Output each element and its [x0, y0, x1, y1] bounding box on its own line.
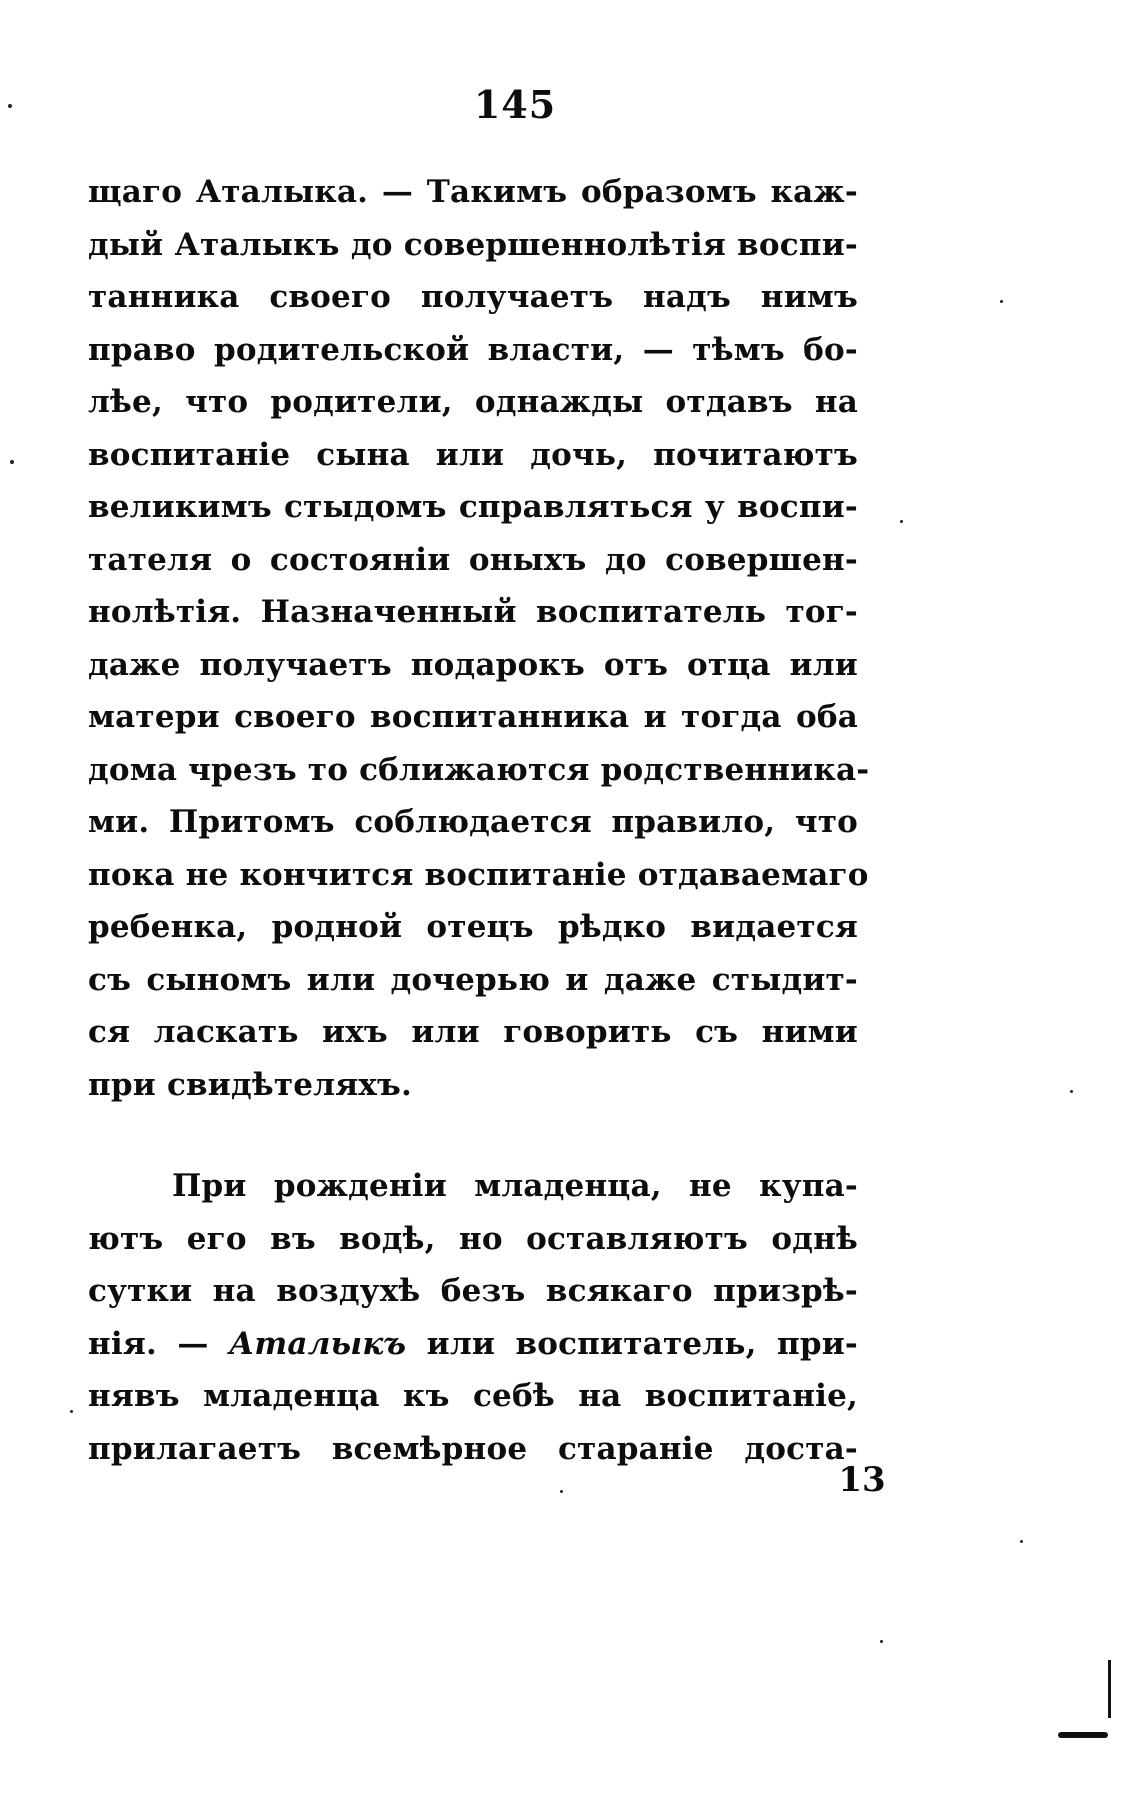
scan-speck	[1000, 300, 1003, 303]
scan-speck	[880, 1640, 883, 1643]
text-line: прилагаетъ всемѣрное стараніе доста-	[88, 1430, 858, 1467]
text-fragment: нія. —	[88, 1325, 229, 1362]
text-line: матери своего воспитанника и тогда оба	[88, 699, 858, 735]
scan-speck	[10, 460, 14, 464]
scan-edge-mark	[1108, 1660, 1111, 1718]
paragraph-2	[88, 1160, 858, 1475]
page-number: 145	[473, 82, 557, 127]
text-line: лѣе, что родители, однажды отдавъ на	[88, 384, 858, 420]
text-line: сутки на воздухѣ безъ всякаго призрѣ-	[88, 1273, 858, 1309]
text-fragment: или воспитатель, при-	[406, 1325, 858, 1362]
text-line: великимъ стыдомъ справляться у воспи-	[88, 489, 858, 525]
text-line: при свидѣтеляхъ.	[88, 1066, 412, 1103]
signature-number: 13	[838, 1460, 886, 1500]
text-line: нявъ младенца къ себѣ на воспитаніе,	[88, 1378, 858, 1414]
text-line: щаго Аталыка. — Такимъ образомъ каж-	[88, 174, 858, 210]
text-line: ми. Притомъ соблюдается правило, что	[88, 804, 858, 840]
text-line: пока не кончится воспитаніе отдаваемаго	[88, 856, 869, 893]
text-line: даже получаетъ подарокъ отъ отца или	[88, 646, 858, 683]
scan-speck	[1070, 1090, 1073, 1093]
text-line: При рожденіи младенца, не купа-	[172, 1168, 858, 1204]
text-line: ребенка, родной отецъ рѣдко видается	[88, 909, 858, 945]
printer-signature	[0, 1460, 1012, 1500]
text-line: тателя о состояніи оныхъ до совершен-	[88, 541, 858, 578]
scan-speck	[70, 1410, 73, 1413]
text-line: дый Аталыкъ до совершеннолѣтія воспи-	[88, 226, 858, 263]
text-line: нолѣтія. Назначенный воспитатель тог-	[88, 594, 858, 630]
text-line: танника своего получаетъ надъ нимъ	[88, 279, 858, 315]
scan-speck	[900, 520, 903, 523]
paragraph-1	[88, 166, 870, 1111]
scan-speck	[560, 1490, 563, 1493]
text-line: дома чрезъ то сближаются родственника-	[88, 751, 870, 788]
text-line: право родительской власти, — тѣмъ бо-	[88, 331, 858, 368]
text-line-with-emphasis	[88, 1318, 858, 1371]
scan-speck	[1020, 1540, 1023, 1543]
emphasized-word: Аталыкъ	[228, 1325, 407, 1362]
scan-speck	[8, 104, 12, 108]
text-line: ютъ его въ водѣ, но оставляютъ однѣ	[88, 1220, 858, 1257]
text-line: воспитаніе сына или дочь, почитаютъ	[88, 436, 858, 473]
text-line: съ сыномъ или дочерью и даже стыдит-	[88, 961, 858, 998]
text-line: ся ласкать ихъ или говорить съ ними	[88, 1014, 858, 1050]
scan-edge-mark	[1058, 1732, 1108, 1738]
